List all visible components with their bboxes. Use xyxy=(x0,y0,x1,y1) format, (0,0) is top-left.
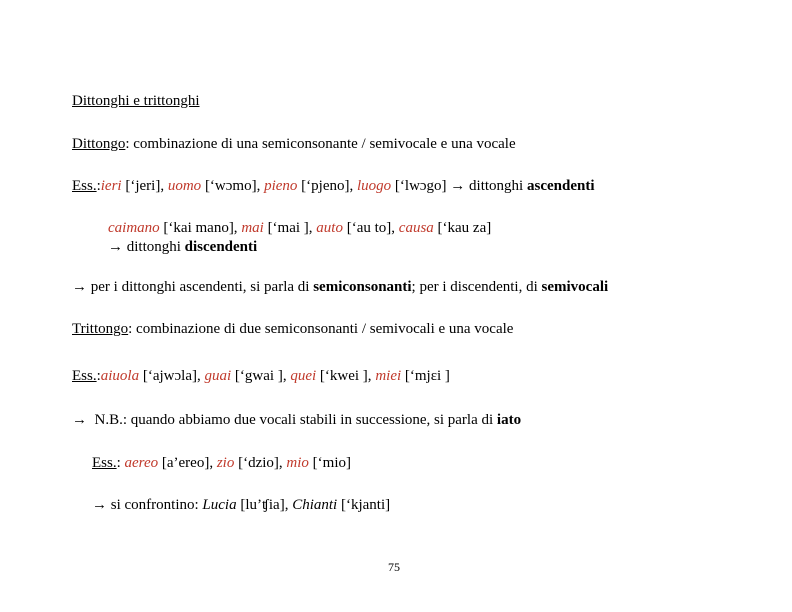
transcription: [‘mio] xyxy=(308,455,351,471)
ess-label: Ess. xyxy=(72,368,97,384)
example-word: ieri xyxy=(100,178,122,194)
examples-descending xyxy=(108,219,491,237)
term-discendenti: discendenti xyxy=(184,239,258,255)
page-number: 75 xyxy=(388,560,400,574)
transcription: [‘ajwɔla], xyxy=(139,368,205,384)
transcription: [‘au to], xyxy=(342,220,399,236)
transcription: [‘kau za] xyxy=(433,220,492,236)
example-word: uomo xyxy=(167,178,202,194)
transcription: [‘jeri], xyxy=(121,178,168,194)
example-word: pieno xyxy=(264,178,298,194)
separator: : xyxy=(116,455,125,471)
examples-ascending xyxy=(72,177,594,195)
examples-iato xyxy=(92,454,351,472)
ess-label: Ess. xyxy=(72,178,97,194)
examples-trittonghi xyxy=(72,367,450,385)
trittongo-text: : combinazione di due semiconsonanti / semivocali e una vocale xyxy=(128,321,514,337)
term-semivocali: semivocali xyxy=(541,279,609,295)
example-word: luogo xyxy=(356,178,392,194)
transcription: [‘pjeno], xyxy=(297,178,357,194)
transcription: [‘kai mano], xyxy=(159,220,242,236)
transcription: [‘kjanti] xyxy=(337,497,391,513)
example-word: auto xyxy=(316,220,343,236)
example-word: mai xyxy=(241,220,264,236)
trittongo-term: Trittongo xyxy=(72,321,129,337)
example-word: guai xyxy=(204,368,232,384)
example-word: miei xyxy=(375,368,402,384)
term-semiconsonanti: semiconsonanti xyxy=(313,279,412,295)
page-title: Dittonghi e trittonghi xyxy=(72,93,200,109)
example-word: zio xyxy=(216,455,235,471)
example-word: Lucia xyxy=(202,497,237,513)
colon: : xyxy=(96,178,101,194)
example-word: caimano xyxy=(108,220,160,236)
colon: : xyxy=(96,368,101,384)
transcription: [‘lwɔgo] → dittonghi xyxy=(391,178,527,194)
transcription: [‘dzio], xyxy=(234,455,287,471)
arrow-icon: → xyxy=(72,279,87,295)
example-word: aereo xyxy=(124,455,159,471)
arrow-icon: → xyxy=(72,412,87,428)
nb-text: N.B.: quando abbiamo due vocali stabili in successione, si parla di xyxy=(87,412,497,428)
transcription: [‘kwei ], xyxy=(316,368,376,384)
transcription: [‘mai ], xyxy=(263,220,317,236)
transcription: [‘wɔmo], xyxy=(201,178,265,194)
dittongo-definition xyxy=(72,135,516,153)
confronto-line xyxy=(92,496,390,514)
result-prefix: → dittonghi xyxy=(108,239,185,255)
example-word: aiuola xyxy=(100,368,140,384)
transcription: [‘gwai ], xyxy=(231,368,291,384)
note-semiconsonanti xyxy=(72,278,608,296)
transcription: [a’ereo], xyxy=(158,455,217,471)
example-word: causa xyxy=(398,220,434,236)
dittongo-text: : combinazione di una semiconsonante / semivocale e una vocale xyxy=(125,136,516,152)
transcription: [lu’ʧia], xyxy=(236,497,293,513)
transcription: [‘mjɛi ] xyxy=(401,368,450,384)
note-text: per i dittonghi ascendenti, si parla di xyxy=(87,279,314,295)
example-word: mio xyxy=(286,455,309,471)
dittongo-term: Dittongo xyxy=(72,136,126,152)
note-iato xyxy=(72,411,521,429)
confronto-prefix: → si confrontino: xyxy=(92,497,203,513)
ess-label: Ess. xyxy=(92,455,117,471)
trittongo-definition xyxy=(72,320,513,338)
example-word: Chianti xyxy=(292,497,338,513)
term-ascendenti: ascendenti xyxy=(526,178,595,194)
note-text: ; per i discendenti, di xyxy=(411,279,542,295)
descending-result xyxy=(108,238,257,256)
term-iato: iato xyxy=(496,412,522,428)
example-word: quei xyxy=(290,368,317,384)
